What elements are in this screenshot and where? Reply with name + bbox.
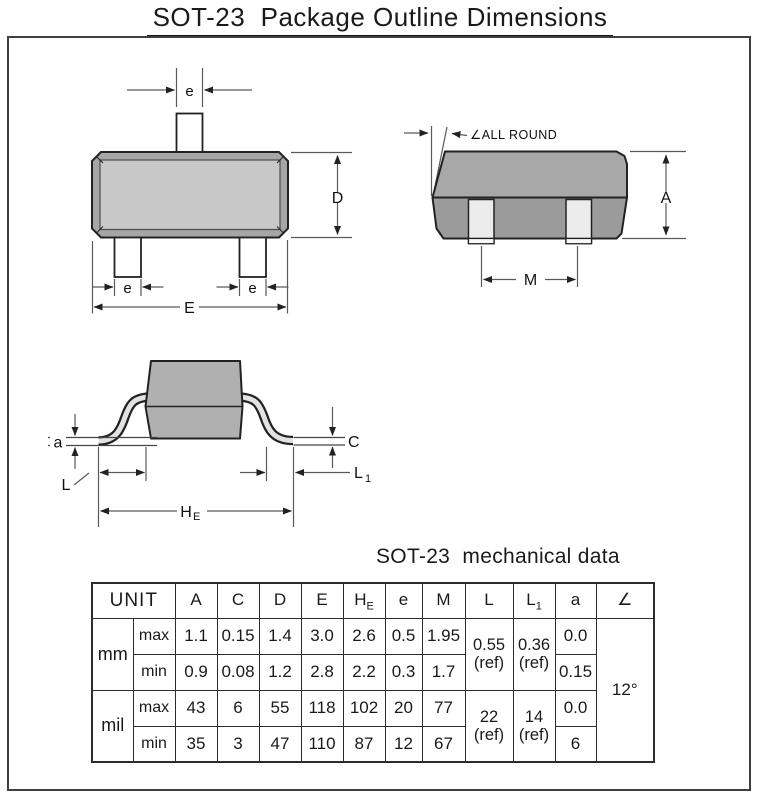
table-title: SOT-23 mechanical data: [376, 545, 620, 568]
cell: 1.2: [259, 654, 301, 690]
leader-line: [74, 473, 89, 485]
cell: 0.08: [217, 654, 259, 690]
dim-label-L1-sub: 1: [365, 473, 372, 485]
col-header-unit: UNIT: [92, 583, 175, 618]
dim-label-a: a: [53, 434, 63, 452]
cell: 55: [259, 690, 301, 726]
unit-mil: mil: [92, 690, 133, 762]
cell: 6: [555, 726, 596, 762]
cell: 0.0: [555, 618, 596, 654]
cell: 1.1: [175, 618, 217, 654]
cell: 3: [217, 726, 259, 762]
lead-left: [99, 397, 150, 441]
cell: 118: [301, 690, 343, 726]
col-header-L: L: [465, 583, 513, 618]
cell: 35: [175, 726, 217, 762]
col-header-angle: ∠: [596, 583, 654, 618]
cell: 0.15: [555, 654, 596, 690]
col-header-D: D: [259, 583, 301, 618]
col-header-L1: $L_1$: [513, 583, 555, 618]
perspective-view: [404, 126, 686, 289]
cell-L-mil: 22 (ref): [465, 690, 513, 762]
cell-L1-mm: 0.36 (ref): [513, 618, 555, 690]
cell: 102: [343, 690, 385, 726]
cell: 1.7: [422, 654, 465, 690]
package-body-inner: [100, 160, 280, 230]
dim-label-L: L: [61, 477, 71, 494]
pad-left-front: [469, 200, 495, 239]
col-header-a: a: [555, 583, 596, 618]
cell: 2.6: [343, 618, 385, 654]
dim-label-M: M: [523, 272, 538, 289]
cell-angle: 12°: [596, 618, 654, 762]
pad-right-front: [566, 200, 592, 239]
cell: 3.0: [301, 618, 343, 654]
row-mil-min: [92, 726, 654, 762]
bottom-pin-right: [240, 238, 267, 278]
cell: 43: [175, 690, 217, 726]
dim-label-E: E: [184, 300, 195, 317]
dim-label-L1: L: [354, 465, 363, 482]
package-top-face: [433, 152, 628, 198]
top-view: [92, 68, 352, 317]
dim-label-e-left: e: [123, 280, 132, 297]
col-header-M: M: [422, 583, 465, 618]
cell: 20: [385, 690, 422, 726]
col-header-A: A: [175, 583, 217, 618]
cell: 67: [422, 726, 465, 762]
cell: 1.95: [422, 618, 465, 654]
cell: 47: [259, 726, 301, 762]
cell: 6: [217, 690, 259, 726]
cell-L-mm: 0.55 (ref): [465, 618, 513, 690]
package-front-face: [433, 198, 628, 239]
cell: 2.2: [343, 654, 385, 690]
dim-label-HE: H: [180, 504, 192, 521]
cell: 77: [422, 690, 465, 726]
leader-arrow: [452, 134, 467, 136]
package-side-body: [146, 361, 243, 439]
lead-right: [240, 397, 293, 441]
pad-left-foot: [469, 239, 495, 244]
limit-label: max: [133, 618, 175, 654]
side-view: [48, 361, 371, 527]
limit-label: min: [133, 654, 175, 690]
callout-all-round: ∠ALL ROUND: [470, 128, 558, 142]
dim-label-e-top: e: [185, 83, 194, 100]
dim-label-HE-sub: E: [193, 511, 201, 523]
pad-right-foot: [566, 239, 592, 244]
cell: 2.8: [301, 654, 343, 690]
page-title-text: SOT-23 Package Outline Dimensions: [147, 2, 614, 37]
bottom-pin-left: [115, 238, 142, 278]
dim-label-e-right: e: [248, 280, 257, 297]
dim-label-D: D: [331, 190, 344, 207]
header-row: [92, 583, 654, 618]
cell: 0.9: [175, 654, 217, 690]
limit-label: min: [133, 726, 175, 762]
cell: 0.5: [385, 618, 422, 654]
row-mm-min: [92, 654, 654, 690]
limit-label: max: [133, 690, 175, 726]
cell: 1.4: [259, 618, 301, 654]
col-header-C: C: [217, 583, 259, 618]
col-header-e: e: [385, 583, 422, 618]
mechanical-data-table: [91, 582, 655, 763]
top-pin: [177, 114, 203, 153]
cell: 87: [343, 726, 385, 762]
col-header-E: E: [301, 583, 343, 618]
row-mm-max: [92, 618, 654, 654]
row-mil-max: [92, 690, 654, 726]
cell: 0.15: [217, 618, 259, 654]
cell: 110: [301, 726, 343, 762]
cell-L1-mil: 14 (ref): [513, 690, 555, 762]
dim-label-A: A: [660, 190, 672, 207]
dim-label-C: C: [348, 434, 360, 451]
unit-mm: mm: [92, 618, 133, 690]
cell: 12: [385, 726, 422, 762]
cell: 0.0: [555, 690, 596, 726]
col-header-HE: $H_E$: [343, 583, 385, 618]
cell: 0.3: [385, 654, 422, 690]
